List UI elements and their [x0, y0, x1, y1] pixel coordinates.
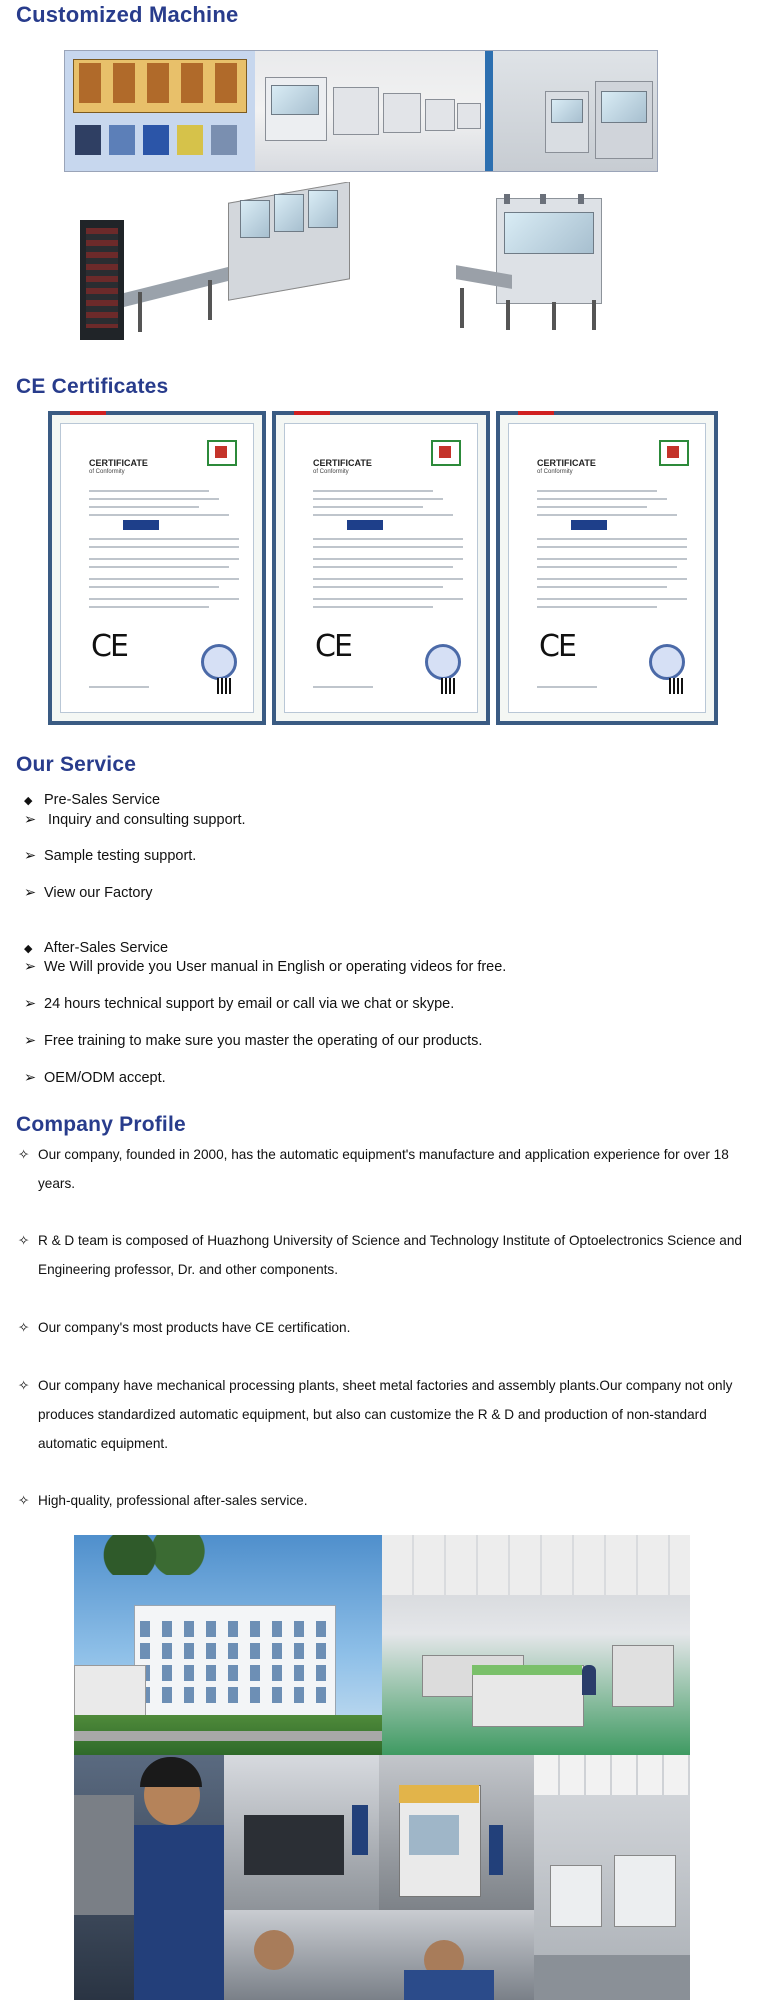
certifier-logo-icon — [431, 440, 461, 466]
service-group-header-after-sales: ◆ After-Sales Service — [24, 940, 169, 956]
process-diagram-panel — [65, 51, 255, 171]
certifier-logo-icon — [207, 440, 237, 466]
list-item: ➢ We Will provide you User manual in English or operating videos for free. — [24, 959, 507, 975]
section-title-our-service: Our Service — [16, 753, 137, 776]
seal-icon — [425, 644, 461, 680]
factory-collage — [74, 1535, 690, 2000]
certificate-subtitle: of Conformity — [537, 469, 573, 475]
seal-icon — [201, 644, 237, 680]
brand-logo-icon — [347, 520, 383, 530]
ce-mark-icon: CE — [315, 629, 351, 664]
machine-banner-photo — [64, 50, 658, 172]
conveyor-machine-photo — [78, 182, 356, 350]
factory-workshop-photo — [382, 1535, 690, 1755]
sparkle-bullet-icon: ✧ — [18, 1320, 30, 1335]
section-title-customized-machine: Customized Machine — [16, 2, 239, 27]
factory-building-photo — [74, 1535, 382, 1755]
ce-mark-icon: CE — [91, 629, 127, 664]
production-line-photo — [255, 51, 485, 171]
list-item: ✧ Our company's most products have CE certification. — [18, 1313, 748, 1342]
list-item: ✧ R & D team is composed of Huazhong University of Science and Technology Institute of Optoelectronics Science and Engineering professor, Dr. and other components. — [18, 1226, 748, 1284]
list-item: ➢ Sample testing support. — [24, 848, 197, 864]
diamond-bullet-icon: ◆ — [24, 795, 33, 807]
certificate-subtitle: of Conformity — [313, 469, 349, 475]
ce-mark-icon: CE — [539, 629, 575, 664]
section-title-ce-certificates: CE Certificates — [16, 375, 169, 398]
diamond-bullet-icon: ◆ — [24, 943, 33, 955]
qr-code-icon — [217, 678, 233, 694]
ce-certificate-2 — [272, 411, 490, 725]
list-item: ➢ View our Factory — [24, 885, 153, 901]
arrow-bullet-icon: ➢ — [24, 848, 37, 864]
assembly-line-photo — [534, 1755, 690, 2000]
ce-certificate-3 — [496, 411, 718, 725]
ce-certificate-1 — [48, 411, 266, 725]
cnc-machine-photo — [224, 1755, 379, 1910]
seal-icon — [649, 644, 685, 680]
arrow-bullet-icon: ➢ — [24, 959, 37, 975]
list-item: ✧ Our company have mechanical processing plants, sheet metal factories and assembly plants.Our company not only produces standardized automatic equipment, but also can customize the R & D and production of non-standard automatic equipment. — [18, 1371, 748, 1458]
section-title-company-profile: Company Profile — [16, 1113, 186, 1136]
list-item: ➢ 24 hours technical support by email or call via we chat or skype. — [24, 996, 455, 1012]
brand-logo-icon — [123, 520, 159, 530]
list-item: ➢ Inquiry and consulting support. — [24, 812, 246, 828]
arrow-bullet-icon: ➢ — [24, 996, 37, 1012]
technician-photo — [74, 1755, 224, 2000]
arrow-bullet-icon: ➢ — [24, 1070, 37, 1086]
list-item: ➢ OEM/ODM accept. — [24, 1070, 166, 1086]
qr-code-icon — [669, 678, 685, 694]
arrow-bullet-icon: ➢ — [24, 1033, 37, 1049]
certificate-title: CERTIFICATE — [313, 458, 372, 468]
certificate-title: CERTIFICATE — [537, 458, 596, 468]
list-item: ✧ Our company, founded in 2000, has the automatic equipment's manufacture and application experience for over 18 years. — [18, 1140, 748, 1198]
certificate-title: CERTIFICATE — [89, 458, 148, 468]
sparkle-bullet-icon: ✧ — [18, 1493, 30, 1508]
arrow-bullet-icon: ➢ — [24, 812, 37, 828]
arrow-bullet-icon: ➢ — [24, 885, 37, 901]
sparkle-bullet-icon: ✧ — [18, 1233, 30, 1248]
machining-center-photo — [379, 1755, 534, 1910]
sparkle-bullet-icon: ✧ — [18, 1147, 30, 1162]
list-item: ➢ Free training to make sure you master the operating of our products. — [24, 1033, 483, 1049]
list-item: ✧ High-quality, professional after-sales service. — [18, 1486, 748, 1515]
brand-logo-icon — [571, 520, 607, 530]
qr-code-icon — [441, 678, 457, 694]
workers-photo — [224, 1910, 534, 2000]
dispensing-machine-photo — [456, 188, 620, 336]
certifier-logo-icon — [659, 440, 689, 466]
sparkle-bullet-icon: ✧ — [18, 1378, 30, 1393]
certificate-subtitle: of Conformity — [89, 469, 125, 475]
machine-row-photo — [485, 51, 657, 171]
service-group-header-pre-sales: ◆ Pre-Sales Service — [24, 792, 161, 808]
